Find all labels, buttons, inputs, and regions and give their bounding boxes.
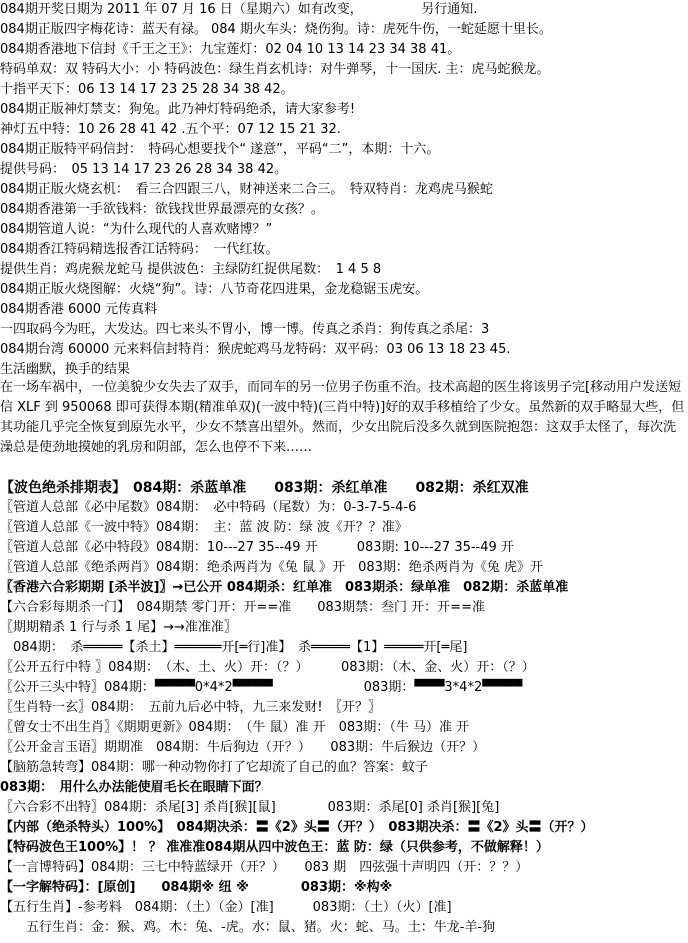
text-line: 〖六合彩不出特〗084期：杀尾[3] 杀肖[猴][鼠] 083期：杀尾[0] 杀肖[猴][兔]: [0, 800, 500, 815]
text-line: 084期开奖日期为 2011 年 07 月 16 日（星期六）如有改变， 另行通知.: [0, 2, 478, 17]
text-line: 084期管道人说：“为什么现代的人喜欢赌博？”: [0, 222, 273, 237]
text-line: 084期正版火烧玄机： 看三合四跟三八，财神送来二合三。 特双特肖：龙鸡虎马猴蛇: [0, 182, 493, 197]
text-line: 十指平天下：06 13 14 17 23 25 28 34 38 42。: [0, 82, 294, 97]
text-line: 084期台湾 60000 元来料信封特肖：猴虎蛇鸡马龙特码：双平码：03 06 13 18 23 45.: [0, 342, 511, 357]
text-line: 〖生肖特一玄〗084期： 五前九后必中特，九三来发财! 〖开？〗: [0, 700, 382, 715]
text-line: 084期正版神灯禁支：狗兔。此乃神灯特码绝杀，请大家参考!: [0, 102, 356, 117]
text-line: 五行生肖：金：猴、鸡。木：兔、-虎。水：鼠、猪。火：蛇、马。土：牛龙-羊-狗: [0, 920, 496, 935]
text-line: 084期香港第一手欲钱料：欲钱找世界最漂亮的女孩？。: [0, 202, 324, 217]
text-line: 〖香港六合彩期期 [杀半波]〗→已公开 084期杀：红单准 083期杀：绿单准 082期：杀蓝单准: [0, 580, 569, 595]
text-line: 〖公开金言玉语〗期期准 084期：牛后狗边（开？） 083期：牛后猴边（开？）: [0, 740, 486, 755]
text-line: 【一言博特码】084期：三七中特蓝绿开（开？） 083 期 四弦强十声明四（开：？？）: [0, 860, 529, 875]
text-line: 【六合彩每期杀一门】 084期禁 零门开：开==准 083期禁：叁门 开：开==准: [0, 600, 485, 615]
text-line: 【特码波色王100%】！ ？ 准准准084期从四中波色王：蓝 防：绿（只供参考，不做解释！）: [0, 840, 549, 855]
text-line: 084期香港地下信封《千王之王》：九宝莲灯：02 04 10 13 14 23 34 38 41。: [0, 42, 461, 57]
text-line: 083期： 用什么办法能使眉毛长在眼睛下面？: [0, 780, 268, 795]
text-line: 一四取码今为旺，大发达。四七来头不胃小，博一博。传真之杀肖：狗传真之杀尾：3: [0, 322, 490, 337]
text-line: 084期香港 6000 元传真料: [0, 302, 158, 317]
story-paragraph: 在一场车祸中，一位美貌少女失去了双手，而同车的另一位男子伤重不治。技术高超的医生将该男子完[移动用户发送短信 XLF 到 950068 即可获得本期(精准单双)(一波中特)(三肖中特)]好的双手移植给了少女。虽然新的双手略显大些，但其功能几乎完全恢复到原先水平，少女不禁喜出望外。然而，少女出院后没多久就到医院抱怨：这双手太怪了，每次洗澡总是使劲地摸她的乳房和阴部，怎么也停不下来……: [0, 380, 685, 455]
text-line: 〖公开五行中特 〗084期： （木、土、火）开：（？） 083期：（木、金、火）开：（？）: [0, 660, 535, 675]
text-line: 【内部（绝杀特头）100%】 084期决杀：〓《2》头〓（开？） 083期决杀：〓《2》头〓（开？）: [0, 820, 594, 835]
text-line: 提供号码： 05 13 14 17 23 26 28 34 38 42。: [0, 162, 288, 177]
text-line: 084期正版四字梅花诗：蓝天有禄。 084 期火车头：烧伤狗。诗：虎死牛伤，一蛇延愿十里长。: [0, 22, 552, 37]
text-line: 〖管道人总部《必中尾数》084期： 必中特码（尾数）为：0-3-7-5-4-6: [0, 500, 417, 515]
text-line: 〖管道人总部《绝杀两肖》084期：绝杀两肖为《兔 鼠 》开 083期：绝杀两肖为《兔 虎》开: [0, 560, 544, 575]
text-line: 特码单双：双 特码大小：小 特码波色：绿生肖玄机诗：对牛弹琴，十一国庆. 主：虎马蛇猴龙。: [0, 62, 550, 77]
text-line: 【波色绝杀排期表】 084期：杀蓝单准 083期：杀红单准 082期：杀红双准: [0, 480, 529, 496]
text-line: 〖曾女士不出生肖〗《期期更新》084期： （牛 鼠）准 开 083期：（牛 马）准 开: [0, 720, 470, 735]
text-line: 〖公开三头中特〗084期：▀▀▀▀0*4*2▀▀▀▀ 083期：▀▀▀3*4*2▀▀▀▀: [0, 680, 523, 695]
text-line: 〖管道人总部《一波中特》084期： 主：蓝 波 防：绿 波《开？？准》: [0, 520, 408, 535]
text-line: 【五行生肖】-参考料 084期：（土）（金）[准] 083期：（土）（火）[准]: [0, 900, 452, 915]
text-line: 084期香江特码精选报香江话特码： 一代红妆。: [0, 242, 279, 257]
text-line: 084期： 杀═════【杀土】══════开[═行]准】 杀═════【1】═════开[═尾]: [0, 640, 468, 655]
text-line: 084期正版特平码信封： 特码心想要找个“ 遂意”，平码“二”，本期：十六。: [0, 142, 440, 157]
text-line: 提供生肖：鸡虎猴龙蛇马 提供波色：主绿防红捉供尾数： 1 4 5 8: [0, 262, 382, 277]
text-line: 【脑筋急转弯】084期：哪一种动物你打了它却流了自己的血？答案：蚊子: [0, 760, 428, 775]
text-line: 生活幽默，换手的结果: [0, 362, 131, 377]
text-line: 084期正版火烧图解：火烧“狗”。诗：八节奇花四进果，金龙稳锯玉虎安。: [0, 282, 429, 297]
text-line: 〖期期精杀 1 行与杀 1 尾】→→准准准〗: [0, 620, 237, 635]
text-line: 神灯五中特：10 26 28 41 42 .五个平：07 12 15 21 32.: [0, 122, 341, 137]
text-line: 【一字解特码】：[原创] 084期※ 纽 ※ 083期：※构※: [0, 880, 393, 895]
text-line: 〖管道人总部《必中特段》084期：10---27 35--49 开 083期: 10---27 35--49 开: [0, 540, 514, 555]
